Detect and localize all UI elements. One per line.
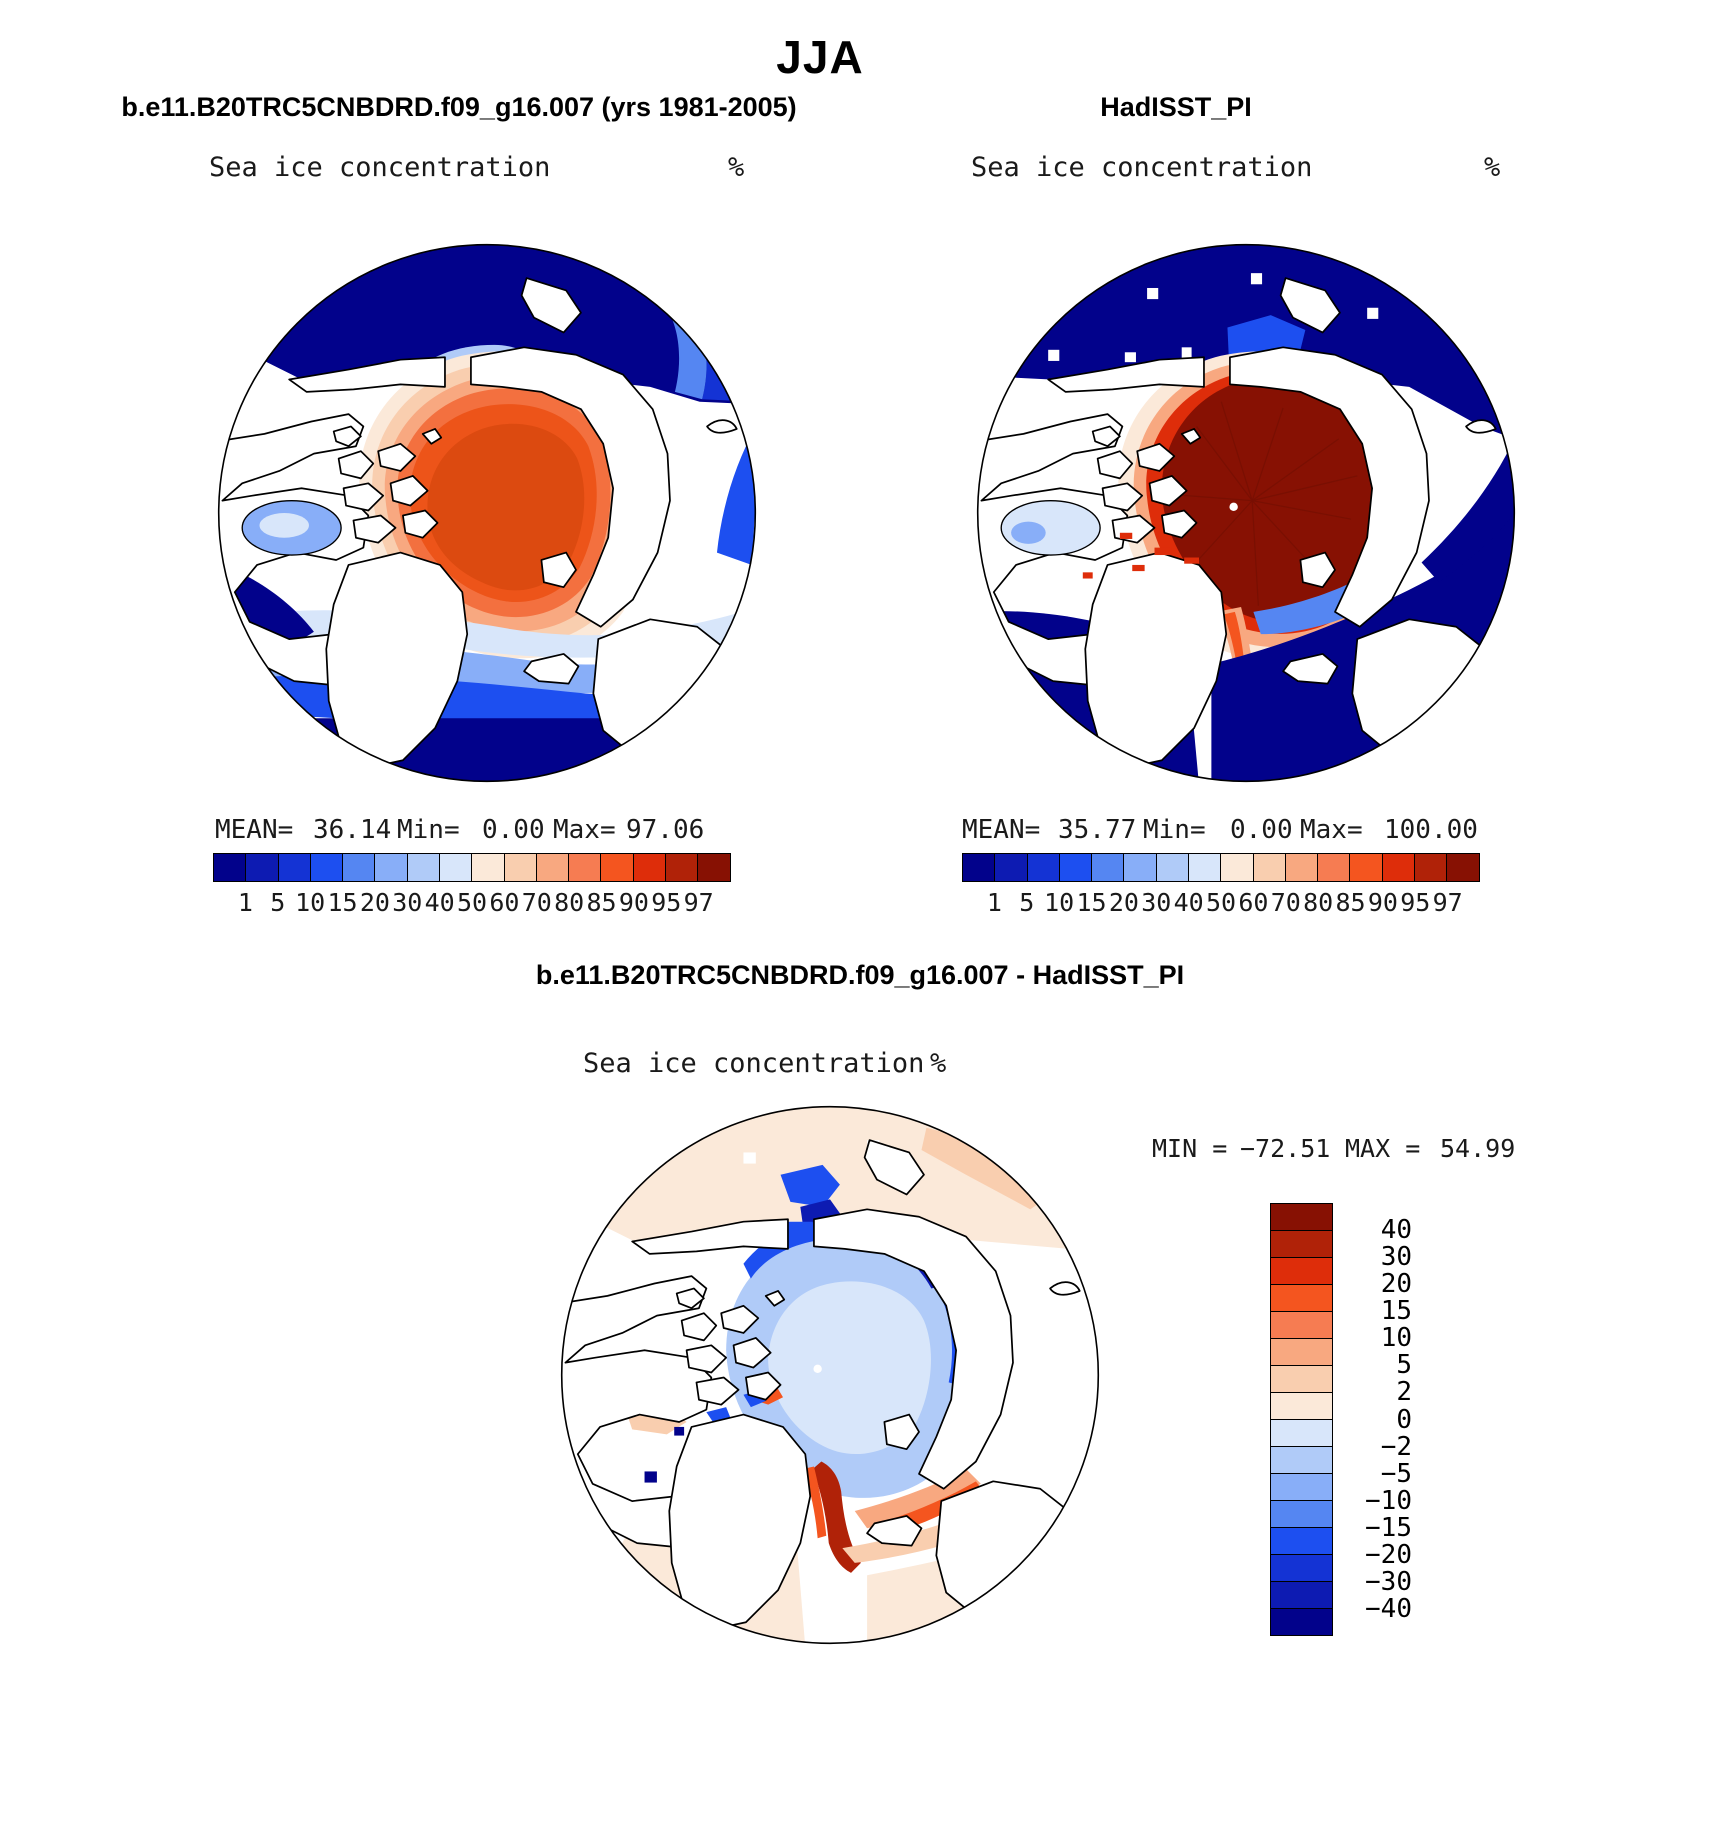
diff-colorbar-tick-label: 20	[1380, 1269, 1412, 1300]
diff-colorbar-tick-label: 10	[1380, 1323, 1412, 1354]
colorbar-cell	[278, 853, 312, 882]
colorbar-cell	[1317, 853, 1351, 882]
obs-mean-label: MEAN=	[962, 815, 1041, 845]
colorbar-tick-label: 50	[456, 888, 488, 917]
obs-units-label: %	[1484, 152, 1501, 183]
model-map	[215, 241, 759, 785]
colorbar-tick-label: 40	[424, 888, 455, 917]
colorbar-tick-label: 97	[683, 888, 714, 917]
colorbar-tick-label: 5	[1019, 888, 1035, 917]
diff-colorbar-tick-label: 40	[1380, 1215, 1412, 1246]
colorbar-tick-label: 15	[327, 888, 358, 917]
colorbar-cell	[407, 853, 441, 882]
colorbar-tick-label: 97	[1432, 888, 1463, 917]
colorbar-cell	[1091, 853, 1125, 882]
colorbar-cell	[245, 853, 279, 882]
diff-colorbar-cell	[1270, 1230, 1333, 1258]
diff-colorbar-tick-label: −30	[1365, 1566, 1412, 1597]
colorbar-tick-label: 95	[651, 888, 682, 917]
diff-map	[558, 1103, 1102, 1647]
diff-colorbar-cell	[1270, 1284, 1333, 1312]
colorbar-cell	[536, 853, 570, 882]
obs-mean-value: 35.77	[1058, 815, 1137, 845]
diff-colorbar-tick-label: 30	[1380, 1242, 1412, 1273]
diff-colorbar-tick-label: −2	[1380, 1431, 1412, 1462]
colorbar-tick-label: 90	[1367, 888, 1398, 917]
colorbar-cell	[1253, 853, 1287, 882]
colorbar-cell	[504, 853, 538, 882]
colorbar-tick-label: 40	[1173, 888, 1204, 917]
model-max-value: 97.06	[626, 815, 705, 845]
diff-colorbar-cell	[1270, 1581, 1333, 1609]
diff-colorbar-tick-label: −15	[1365, 1512, 1412, 1543]
colorbar-cell	[1188, 853, 1222, 882]
colorbar-cell	[697, 853, 731, 882]
diff-colorbar	[1270, 1203, 1333, 1636]
diff-min-value: −72.51	[1240, 1134, 1331, 1163]
diff-colorbar-cell	[1270, 1446, 1333, 1474]
diff-map-field	[558, 1103, 1102, 1647]
colorbar-cell	[471, 853, 505, 882]
colorbar-tick-label: 70	[521, 888, 552, 917]
obs-panel-title: HadISST_PI	[1100, 92, 1252, 122]
diff-units-label: %	[930, 1048, 947, 1079]
colorbar-cell	[1414, 853, 1448, 882]
colorbar-tick-label: 60	[489, 888, 520, 917]
diff-field-label: Sea ice concentration	[583, 1048, 925, 1079]
colorbar-cell	[1123, 853, 1157, 882]
colorbar-cell	[342, 853, 376, 882]
colorbar-cell	[439, 853, 473, 882]
diff-colorbar-tick-label: −10	[1365, 1485, 1412, 1516]
model-mean-value: 36.14	[313, 815, 392, 845]
colorbar-tick-label: 10	[295, 888, 326, 917]
obs-map	[974, 241, 1518, 785]
diff-colorbar-cell	[1270, 1527, 1333, 1555]
colorbar-tick-label: 95	[1400, 888, 1431, 917]
pole-hole-dot	[1229, 503, 1237, 511]
colorbar-cell	[1285, 853, 1319, 882]
diff-max-label: MAX =	[1345, 1134, 1421, 1163]
colorbar-tick-label: 85	[586, 888, 617, 917]
colorbar-tick-label: 1	[986, 888, 1002, 917]
model-units-label: %	[728, 152, 745, 183]
colorbar-cell	[1382, 853, 1416, 882]
colorbar-cell	[374, 853, 408, 882]
colorbar-cell	[962, 853, 996, 882]
model-min-label: Min=	[397, 815, 460, 845]
diff-colorbar-tick-label: 2	[1396, 1377, 1412, 1408]
diff-colorbar-cell	[1270, 1419, 1333, 1447]
model-max-label: Max=	[553, 815, 616, 845]
diff-colorbar-tick-label: 0	[1396, 1404, 1412, 1435]
colorbar-tick-label: 10	[1044, 888, 1075, 917]
diff-max-value: 54.99	[1440, 1134, 1516, 1163]
diff-colorbar-tick-label: −5	[1380, 1458, 1412, 1489]
obs-map-field	[974, 241, 1518, 785]
colorbar-tick-label: 80	[1303, 888, 1334, 917]
colorbar-tick-label: 70	[1270, 888, 1301, 917]
diff-colorbar-cell	[1270, 1392, 1333, 1420]
diff-colorbar-cell	[1270, 1608, 1333, 1636]
model-field-label: Sea ice concentration	[209, 152, 551, 183]
colorbar-tick-label: 30	[392, 888, 423, 917]
pole-hole-dot	[813, 1365, 821, 1373]
colorbar-cell	[1220, 853, 1254, 882]
obs-min-value: 0.00	[1230, 815, 1293, 845]
diff-colorbar-cell	[1270, 1365, 1333, 1393]
colorbar-tick-label: 1	[237, 888, 253, 917]
colorbar-tick-label: 90	[618, 888, 649, 917]
colorbar-cell	[1156, 853, 1190, 882]
colorbar-tick-label: 50	[1205, 888, 1237, 917]
diff-colorbar-tick-label: 5	[1396, 1350, 1412, 1381]
colorbar-tick-label: 20	[1108, 888, 1139, 917]
colorbar-cell	[568, 853, 602, 882]
obs-colorbar	[962, 853, 1480, 882]
colorbar-tick-label: 30	[1141, 888, 1172, 917]
colorbar-cell	[213, 853, 247, 882]
colorbar-tick-label: 60	[1238, 888, 1269, 917]
diff-colorbar-cell	[1270, 1554, 1333, 1582]
diff-colorbar-cell	[1270, 1473, 1333, 1501]
diff-colorbar-tick-label: −40	[1365, 1593, 1412, 1624]
colorbar-cell	[1059, 853, 1093, 882]
model-mean-label: MEAN=	[215, 815, 294, 845]
colorbar-cell	[665, 853, 699, 882]
model-colorbar-ticks	[213, 888, 731, 917]
model-min-value: 0.00	[482, 815, 545, 845]
colorbar-tick-label: 85	[1335, 888, 1366, 917]
colorbar-tick-label: 80	[554, 888, 585, 917]
diff-colorbar-cell	[1270, 1338, 1333, 1366]
obs-min-label: Min=	[1143, 815, 1206, 845]
colorbar-cell	[1349, 853, 1383, 882]
diff-colorbar-cell	[1270, 1311, 1333, 1339]
season-title: JJA	[776, 31, 864, 83]
obs-field-label: Sea ice concentration	[971, 152, 1313, 183]
diff-colorbar-cell	[1270, 1257, 1333, 1285]
colorbar-tick-label: 15	[1076, 888, 1107, 917]
colorbar-tick-label: 5	[270, 888, 286, 917]
obs-max-value: 100.00	[1384, 815, 1478, 845]
diff-colorbar-tick-label: 15	[1380, 1296, 1412, 1327]
obs-max-label: Max=	[1300, 815, 1363, 845]
diff-colorbar-cell	[1270, 1500, 1333, 1528]
model-map-field	[215, 241, 759, 785]
diff-colorbar-ticks	[1338, 1203, 1412, 1636]
colorbar-cell	[1027, 853, 1061, 882]
colorbar-cell	[633, 853, 667, 882]
colorbar-tick-label: 20	[359, 888, 390, 917]
obs-colorbar-ticks	[962, 888, 1480, 917]
diff-panel-title: b.e11.B20TRC5CNBDRD.f09_g16.007 - HadISST_PI	[535, 960, 1185, 990]
colorbar-cell	[600, 853, 634, 882]
diff-min-label: MIN =	[1152, 1134, 1228, 1163]
colorbar-cell	[310, 853, 344, 882]
diff-colorbar-cell	[1270, 1203, 1333, 1231]
diff-colorbar-tick-label: −20	[1365, 1539, 1412, 1570]
colorbar-cell	[994, 853, 1028, 882]
colorbar-cell	[1446, 853, 1480, 882]
model-panel-title: b.e11.B20TRC5CNBDRD.f09_g16.007 (yrs 1981-2005)	[121, 92, 797, 122]
model-colorbar	[213, 853, 731, 882]
